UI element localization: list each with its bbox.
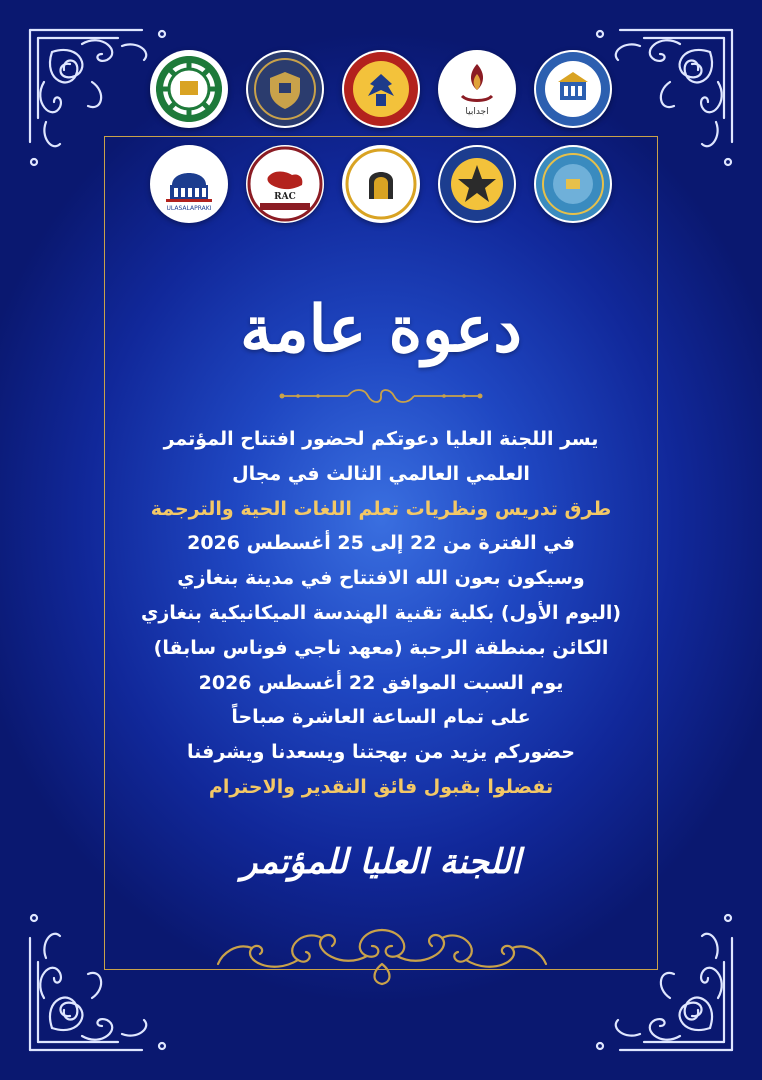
text-line: يوم السبت الموافق 22 أغسطس 2026 (198, 671, 564, 694)
swirl-ornament-icon (212, 920, 552, 990)
arch-emblem-icon (342, 145, 420, 223)
conference-topic: طرق تدريس ونظريات تعلم اللغات الحية والترجمة (150, 497, 612, 520)
corner-ornament-icon (570, 888, 740, 1058)
building-emblem-icon (534, 50, 612, 128)
text-line: في الفترة من 22 إلى 25 أغسطس 2026 (187, 532, 575, 555)
text-line: وسيكون بعون الله الافتتاح في مدينة بنغازي (177, 567, 585, 590)
text-line: العلمي العالمي الثالث في مجال (232, 462, 530, 485)
text-line: على تمام الساعة العاشرة صباحاً (231, 706, 531, 729)
map-emblem-icon (246, 145, 324, 223)
invitation-text (110, 422, 652, 805)
shield-emblem-icon (246, 50, 324, 128)
flame-emblem-icon (438, 50, 516, 128)
logo-caption: اجدابيا (465, 107, 489, 117)
logos-row-top (150, 50, 612, 128)
eagle-emblem-icon (342, 50, 420, 128)
logo-caption: ULASALAPRAKI (166, 205, 212, 212)
star-emblem-icon (438, 145, 516, 223)
logos-row-bottom (150, 145, 612, 223)
logo-caption: RAC (274, 192, 296, 202)
page-title: دعوة عامة (240, 292, 522, 367)
text-line: حضوركم يزيد من بهجتنا ويسعدنا ويشرفنا (187, 741, 575, 764)
text-line: الكائن بمنطقة الرحبة (معهد ناجي فوناس سابقا) (153, 636, 609, 659)
dome-emblem-icon (150, 145, 228, 223)
gear-emblem-icon (150, 50, 228, 128)
text-line: يسر اللجنة العليا دعوتكم لحضور افتتاح المؤتمر (163, 428, 599, 450)
signature: اللجنة العليا للمؤتمر (241, 842, 521, 882)
corner-ornament-icon (22, 888, 192, 1058)
closing-line: تفضلوا بقبول فائق التقدير والاحترام (208, 775, 554, 798)
divider-ornament-icon (278, 386, 484, 406)
text-line: (اليوم الأول) بكلية تقنية الهندسة الميكانيكية بنغازي (140, 601, 622, 624)
ring-emblem-icon (534, 145, 612, 223)
